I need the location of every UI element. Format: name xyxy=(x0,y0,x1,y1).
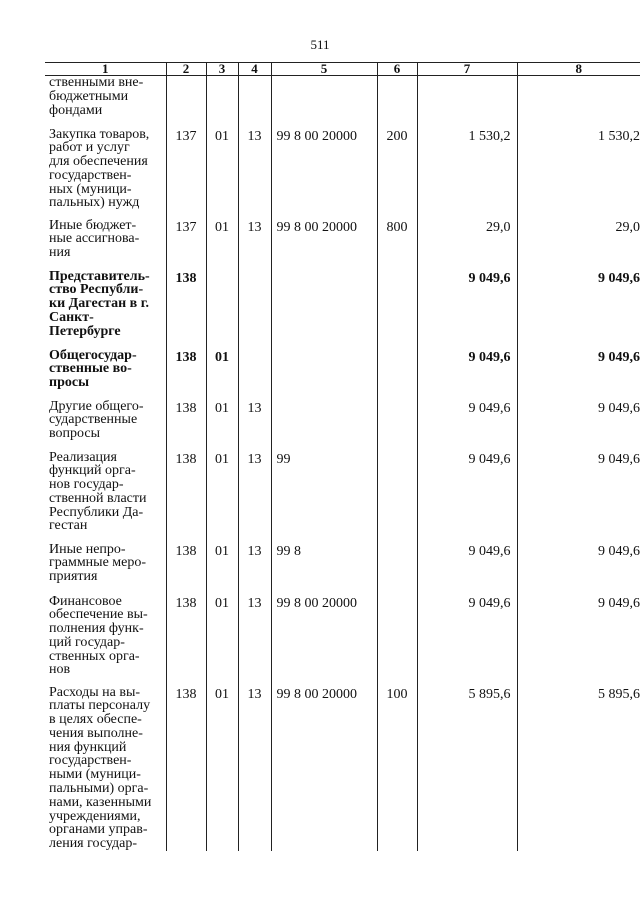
row-target-article-cell: 99 8 xyxy=(271,543,377,595)
row-name-cell: Представитель- ство Республи- ки Дагестан в г. Санкт- Петербурге xyxy=(49,268,150,339)
row-subsection-cell: 13 xyxy=(238,400,271,451)
row-section-cell: 01 xyxy=(206,219,238,270)
table-row xyxy=(45,543,640,595)
table-row xyxy=(45,128,640,219)
row-expense-type-cell: 100 xyxy=(377,686,417,852)
row-amount-col8-cell: 9 049,6 xyxy=(517,400,640,451)
row-amount-col7-cell: 9 049,6 xyxy=(417,400,517,451)
row-expense-type-cell xyxy=(377,400,417,451)
row-admin-code-cell: 138 xyxy=(166,686,206,852)
header-col-3: 3 xyxy=(206,63,238,76)
row-amount-col8-cell: 29,0 xyxy=(517,219,640,270)
header-col-5: 5 xyxy=(271,63,377,76)
table-row xyxy=(45,270,640,349)
row-section-cell: 01 xyxy=(206,451,238,543)
row-admin-code-cell: 137 xyxy=(166,219,206,270)
table-row xyxy=(45,595,640,686)
row-expense-type-cell xyxy=(377,76,417,128)
row-amount-col8-cell: 9 049,6 xyxy=(517,349,640,400)
row-expense-type-cell xyxy=(377,270,417,349)
row-amount-col8-cell: 5 895,6 xyxy=(517,686,640,852)
row-target-article-cell xyxy=(271,76,377,128)
row-expense-type-cell xyxy=(377,349,417,400)
row-amount-col8-cell: 1 530,2 xyxy=(517,128,640,219)
row-target-article-cell xyxy=(271,400,377,451)
row-admin-code-cell: 138 xyxy=(166,400,206,451)
budget-table xyxy=(45,62,640,851)
row-name-cell: Другие общего- сударственные вопросы xyxy=(49,398,144,442)
row-amount-col7-cell xyxy=(417,76,517,128)
table-row xyxy=(45,400,640,451)
row-target-article-cell: 99 8 00 20000 xyxy=(271,686,377,852)
table-header-row xyxy=(45,63,640,76)
row-name-cell: Иные непро- граммные меро- приятия xyxy=(49,541,147,585)
header-col-2: 2 xyxy=(166,63,206,76)
row-admin-code-cell: 138 xyxy=(166,543,206,595)
row-target-article-cell xyxy=(271,270,377,349)
row-subsection-cell: 13 xyxy=(238,543,271,595)
row-name-cell: Финансовое обеспечение вы- полнения функ- ций государ- ственных орга- нов xyxy=(49,593,148,678)
row-subsection-cell: 13 xyxy=(238,451,271,543)
row-expense-type-cell xyxy=(377,451,417,543)
header-col-1: 1 xyxy=(45,63,166,76)
row-amount-col8-cell: 9 049,6 xyxy=(517,543,640,595)
row-admin-code-cell: 138 xyxy=(166,451,206,543)
row-section-cell: 01 xyxy=(206,349,238,400)
row-subsection-cell xyxy=(238,270,271,349)
row-section-cell: 01 xyxy=(206,595,238,686)
row-subsection-cell: 13 xyxy=(238,219,271,270)
row-section-cell xyxy=(206,270,238,349)
row-amount-col8-cell xyxy=(517,76,640,128)
row-target-article-cell: 99 8 00 20000 xyxy=(271,595,377,686)
row-admin-code-cell: 138 xyxy=(166,595,206,686)
table-row xyxy=(45,76,640,128)
row-target-article-cell: 99 8 00 20000 xyxy=(271,219,377,270)
row-target-article-cell: 99 xyxy=(271,451,377,543)
header-col-6: 6 xyxy=(377,63,417,76)
table-row xyxy=(45,219,640,270)
row-subsection-cell xyxy=(238,349,271,400)
row-admin-code-cell: 138 xyxy=(166,270,206,349)
row-admin-code-cell: 137 xyxy=(166,128,206,219)
row-section-cell: 01 xyxy=(206,400,238,451)
row-subsection-cell: 13 xyxy=(238,128,271,219)
row-amount-col7-cell: 29,0 xyxy=(417,219,517,270)
row-admin-code-cell xyxy=(166,76,206,128)
table-row xyxy=(45,451,640,543)
row-amount-col7-cell: 9 049,6 xyxy=(417,451,517,543)
row-section-cell: 01 xyxy=(206,543,238,595)
row-amount-col7-cell: 9 049,6 xyxy=(417,270,517,349)
row-target-article-cell xyxy=(271,349,377,400)
row-name-cell: ственными вне- бюджетными фондами xyxy=(49,75,144,118)
row-amount-col7-cell: 9 049,6 xyxy=(417,543,517,595)
header-col-7: 7 xyxy=(417,63,517,76)
row-section-cell: 01 xyxy=(206,128,238,219)
row-subsection-cell: 13 xyxy=(238,686,271,852)
row-name-cell: Расходы на вы- платы персоналу в целях обеспе- чения выполне- ния функций государствен- ными (муници- пальными) орга- нами, казенными учреждениями, органами управ- ления государ- xyxy=(49,684,152,852)
row-amount-col7-cell: 9 049,6 xyxy=(417,595,517,686)
row-section-cell: 01 xyxy=(206,686,238,852)
header-col-4: 4 xyxy=(238,63,271,76)
row-name-cell: Закупка товаров, работ и услуг для обеспечения государствен- ных (муници- пальных) нужд xyxy=(49,126,150,211)
row-expense-type-cell xyxy=(377,543,417,595)
row-amount-col8-cell: 9 049,6 xyxy=(517,270,640,349)
row-amount-col8-cell: 9 049,6 xyxy=(517,595,640,686)
row-name-cell: Общегосудар- ственные во- просы xyxy=(49,347,137,391)
row-amount-col7-cell: 1 530,2 xyxy=(417,128,517,219)
table-row xyxy=(45,349,640,400)
row-expense-type-cell: 200 xyxy=(377,128,417,219)
page-number: 511 xyxy=(310,37,330,52)
row-section-cell xyxy=(206,76,238,128)
row-amount-col7-cell: 5 895,6 xyxy=(417,686,517,852)
row-admin-code-cell: 138 xyxy=(166,349,206,400)
row-amount-col7-cell: 9 049,6 xyxy=(417,349,517,400)
row-target-article-cell: 99 8 00 20000 xyxy=(271,128,377,219)
row-name-cell: Реализация функций орга- нов государ- ственной власти Республики Да- гестан xyxy=(49,449,147,534)
table-row xyxy=(45,686,640,852)
row-subsection-cell xyxy=(238,76,271,128)
row-expense-type-cell xyxy=(377,595,417,686)
row-amount-col8-cell: 9 049,6 xyxy=(517,451,640,543)
row-expense-type-cell: 800 xyxy=(377,219,417,270)
row-name-cell: Иные бюджет- ные ассигнова- ния xyxy=(49,217,140,261)
header-col-8: 8 xyxy=(517,63,640,76)
row-subsection-cell: 13 xyxy=(238,595,271,686)
